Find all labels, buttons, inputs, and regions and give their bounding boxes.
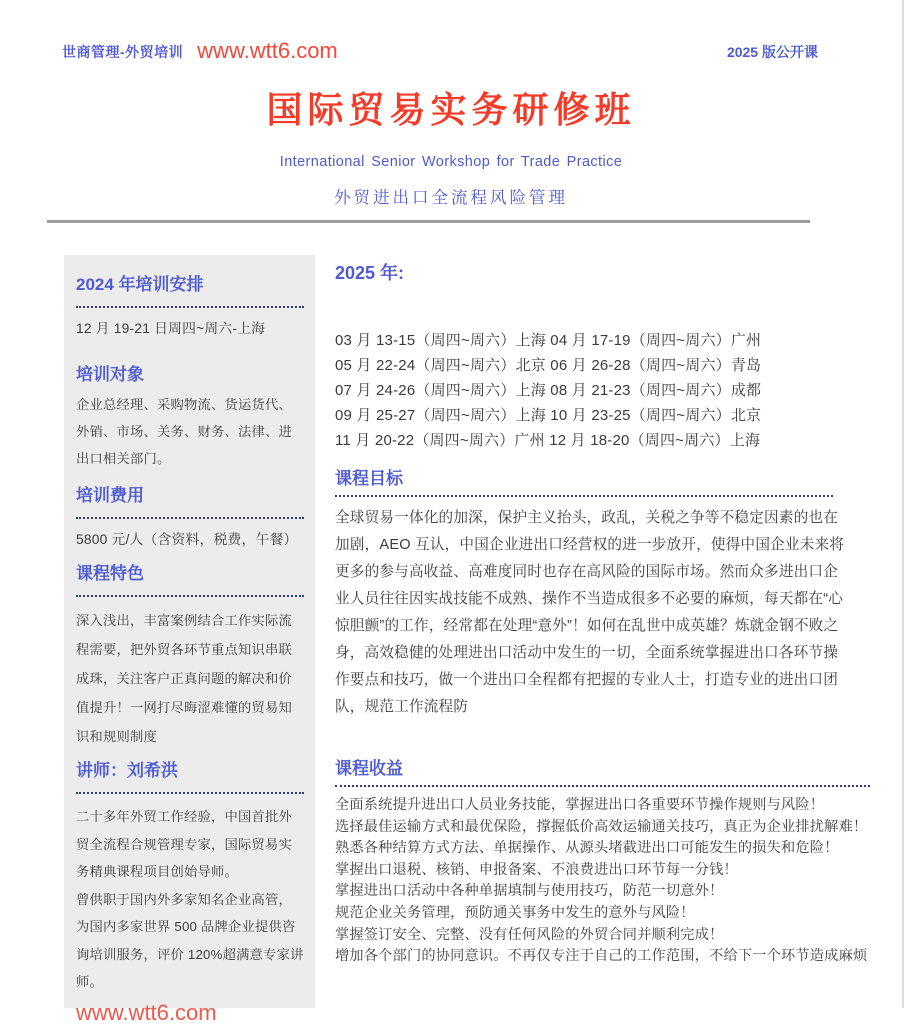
title-divider [47,220,810,223]
schedule-row: 07 月 24-26（周四~周六）上海 08 月 21-23（周四~周六）成都 [335,382,762,399]
dotted-divider [76,595,304,597]
lecturer-bio-2: 曾供职于国内外多家知名企业高管，为国内多家世界 500 品牌企业提供咨询培训服务，评价 120%超满意专家讲师。 [76,891,304,989]
schedule-row: 09 月 25-27（周四~周六）上海 10 月 23-25（周四~周六）北京 [335,407,762,424]
subtitle-en: International Senior Workshop for Trade Practice [279,154,623,170]
brand-label: 世商管理-外贸培训 [62,44,184,60]
year-heading: 2025 年: [335,263,405,283]
subtitle-cn: 外贸进出口全流程风险管理 [334,189,568,207]
schedule-row: 11 月 20-22（周四~周六）广州 12 月 18-20（周四~周六）上海 [335,432,761,449]
schedule-row: 03 月 13-15（周四~周六）上海 04 月 17-19（周四~周六）广州 [335,332,762,349]
benefits-list [335,795,903,968]
sidebar-heading-lecturer: 讲师：刘希洪 [76,761,178,780]
benefit-item: 掌握进出口活动中各种单据填制与使用技巧，防范一切意外！ [335,883,724,900]
page-title: 国际贸易实务研修班 [266,89,636,130]
audience-text: 企业总经理、采购物流、货运货代、外销、市场、关务、财务、法律、进出口相关部门。 [76,397,292,466]
edition-label: 2025 版公开课 [726,44,818,60]
schedule-2024: 12 月 19-21 日周四~周六-上海 [76,321,266,336]
benefit-item: 选择最佳运输方式和最优保险，撑握低价高效运输通关技巧，真正为企业排扰解难！ [335,818,868,835]
sidebar [64,255,315,1025]
main-content [335,255,903,1008]
dotted-divider [76,792,304,794]
content-columns [64,255,902,1025]
sidebar-heading-audience: 培训对象 [76,365,144,384]
schedule-2025 [335,328,903,453]
dotted-divider [335,785,870,787]
features-text: 深入浅出，丰富案例结合工作实际流程需要，把外贸各环节重点知识串联成珠，关注客户正真问题的解决和价值提升！一网打尽晦涩难懂的贸易知识和规则制度 [76,613,292,744]
benefit-item: 掌握签订安全、完整、没有任何风险的外贸合同并顺利完成！ [335,926,724,943]
benefits-heading: 课程收益 [335,759,403,778]
benefit-item: 规范企业关务管理，预防通关事务中发生的意外与风险！ [335,904,695,921]
dotted-divider [335,495,833,497]
lecturer-bio-1: 二十多年外贸工作经验，中国首批外贸全流程合规管理专家，国际贸易实务精典课程项目创始导师。 [76,809,292,879]
sidebar-heading-fee: 培训费用 [76,486,144,505]
schedule-row: 05 月 22-24（周四~周六）北京 06 月 26-28（周四~周六）青岛 [335,357,762,374]
benefit-item: 掌握出口退税、核销、申报备案、不浪费进出口环节每一分钱！ [335,861,738,878]
benefit-item: 全面系统提升进出口人员业务技能，掌握进出口各重要环节操作规则与风险！ [335,797,825,813]
dotted-divider [76,517,304,519]
benefit-item: 增加各个部门的协同意识。不再仅专注于自己的工作范围，不给下一个环节造成麻烦 [335,948,868,965]
sidebar-heading-features: 课程特色 [76,564,144,583]
fee-text: 5800 元/人（含资料，税费，午餐） [76,532,298,547]
sidebar-heading-2024-schedule: 2024 年培训安排 [76,275,204,294]
sidebar-site-link[interactable]: www.wtt6.com [76,999,217,1025]
site-link[interactable]: www.wtt6.com [197,38,338,63]
benefit-item: 熟悉各种结算方式方法、单据操作、从源头堵截进出口可能发生的损失和危险！ [335,840,839,857]
dotted-divider [76,306,304,308]
goals-text: 全球贸易一体化的加深，保护主义抬头，政乱，关税之争等不稳定因素的也在加剧，AEO 互认，中国企业进出口经营权的进一步放开，使得中国企业未来将更多的参与高收益、高难度同时也存在高风险的国际市场。然而众多进出口企业人员往往因实战技能不成熟、操作不当造成很多不必要的麻烦，每天都在“心惊胆颤”的工作，经常都在处理“意外”！如何在乱世中成英雄？炼就金钢不败之身，高效稳健的处理进出口活动中发生的一切，全面系统掌握进出口各环节操作要点和技巧，做一个进出口全程都有把握的专业人士，打造专业的进出口团队，规范工作流程防 [335,510,845,715]
header [0,0,902,62]
goals-heading: 课程目标 [335,469,403,488]
